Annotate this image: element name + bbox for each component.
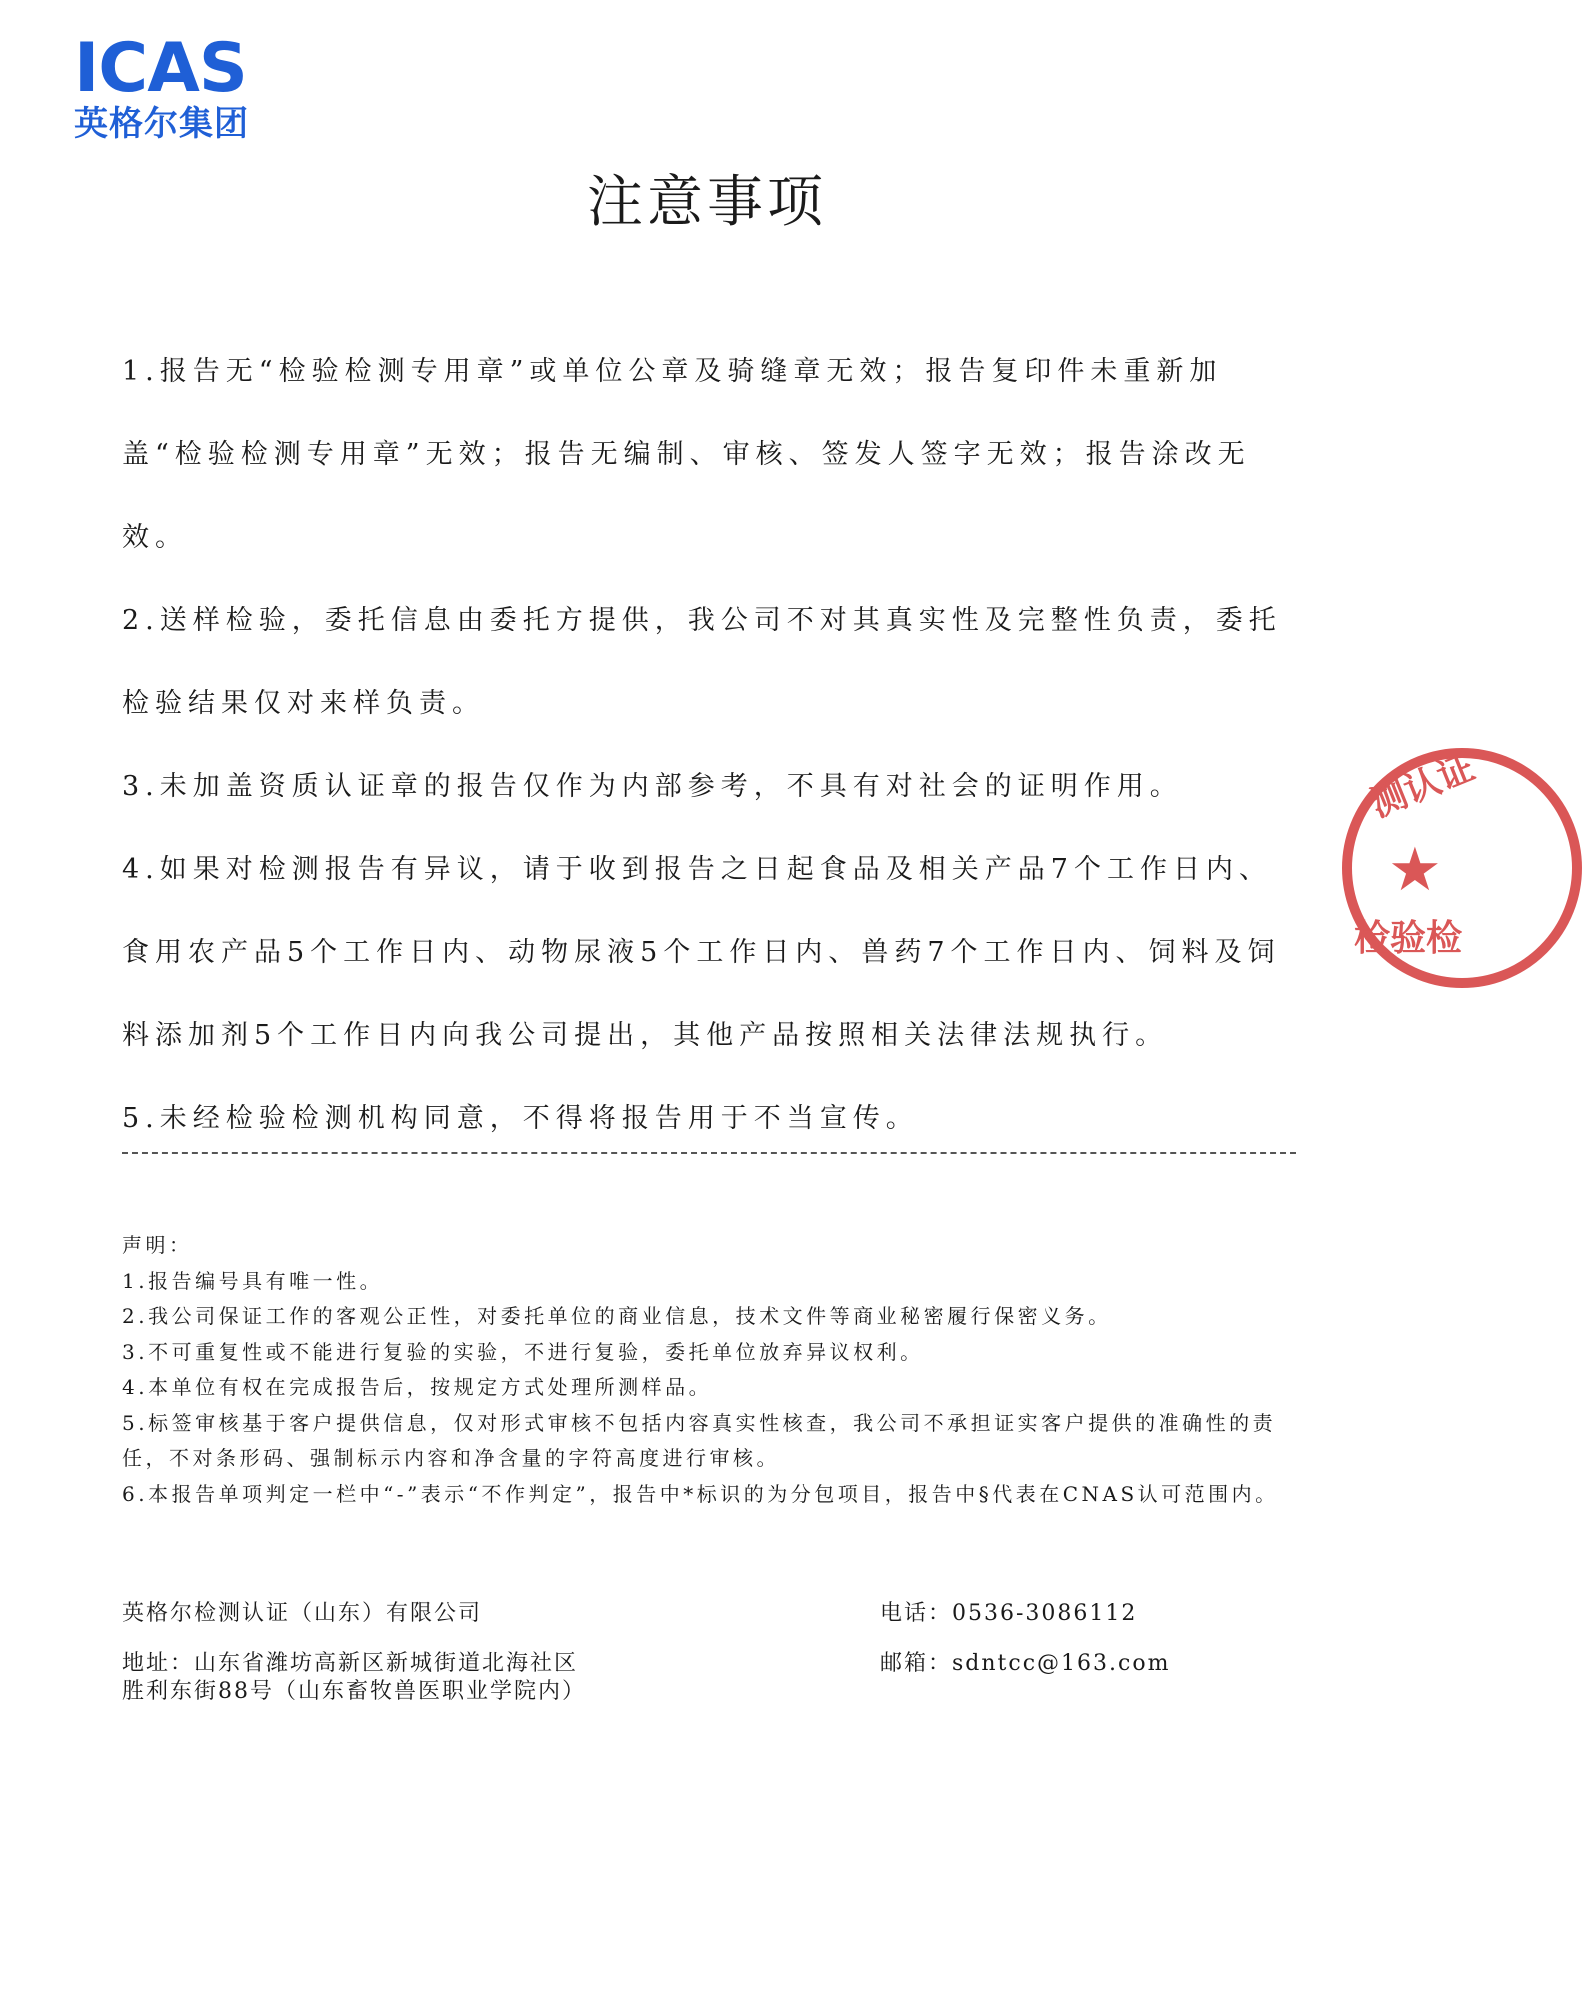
section-divider: [122, 1152, 1296, 1154]
statement-item-6: 6.本报告单项判定一栏中“-”表示“不作判定”，报告中*标识的为分包项目，报告中§代表在CNAS认可范围内。: [122, 1481, 1279, 1506]
address-line-1: 地址：山东省潍坊高新区新城街道北海社区: [122, 1651, 579, 1676]
statement-section: [122, 1228, 1302, 1512]
star-icon: ★: [1388, 835, 1442, 905]
footer-contact: [880, 1600, 1360, 1678]
company-logo: [74, 29, 274, 144]
company-name: 英格尔检测认证（山东）有限公司: [122, 1601, 483, 1626]
statement-item-4: 4.本单位有权在完成报告后，按规定方式处理所测样品。: [122, 1375, 713, 1399]
notice-item-3: 3.未加盖资质认证章的报告仅作为内部参考，不具有对社会的证明作用。: [122, 771, 1183, 802]
seal-bottom-text: 检验检: [1354, 918, 1463, 959]
notice-item-2: 2.送样检验，委托信息由委托方提供，我公司不对其真实性及完整性负责，委托检验结果仅对来样负责。: [122, 605, 1282, 719]
official-seal: [1342, 748, 1582, 988]
notice-item-5: 5.未经检验检测机构同意，不得将报告用于不当宣传。: [122, 1103, 919, 1134]
phone-number: 电话：0536-3086112: [880, 1601, 1138, 1626]
page-title: 注意事项: [587, 169, 827, 235]
statement-item-2: 2.我公司保证工作的客观公正性，对委托单位的商业信息，技术文件等商业秘密履行保密义务。: [122, 1304, 1112, 1328]
address-line-2: 胜利东街88号（山东畜牧兽医职业学院内）: [122, 1679, 586, 1704]
statement-item-5: 5.标签审核基于客户提供信息，仅对形式审核不包括内容真实性核查，我公司不承担证实客户提供的准确性的责任，不对条形码、强制标示内容和净含量的字符高度进行审核。: [122, 1410, 1277, 1470]
statement-item-3: 3.不可重复性或不能进行复验的实验，不进行复验，委托单位放弃异议权利。: [122, 1339, 924, 1364]
statement-item-1: 1.报告编号具有唯一性。: [122, 1268, 384, 1293]
notice-item-4: 4.如果对检测报告有异议，请于收到报告之日起食品及相关产品7个工作日内、食用农产品5个工作日内、动物尿液5个工作日内、兽药7个工作日内、饲料及饲料添加剂5个工作日内向我公司提出，其他产品按照相关法律法规执行。: [122, 854, 1281, 1051]
notice-list: [122, 330, 1297, 1160]
logo-wordmark: ICAS: [74, 29, 247, 108]
email-address: 邮箱：sdntcc@163.com: [880, 1651, 1171, 1676]
footer-company-info: [122, 1600, 822, 1706]
logo-chinese-name: 英格尔集团: [74, 104, 249, 144]
seal-top-text: 测认证: [1364, 746, 1481, 826]
statement-heading: 声明：: [122, 1233, 193, 1257]
notice-item-1: 1.报告无“检验检测专用章”或单位公章及骑缝章无效；报告复印件未重新加盖“检验检测专用章”无效；报告无编制、审核、签发人签字无效；报告涂改无效。: [122, 356, 1251, 553]
